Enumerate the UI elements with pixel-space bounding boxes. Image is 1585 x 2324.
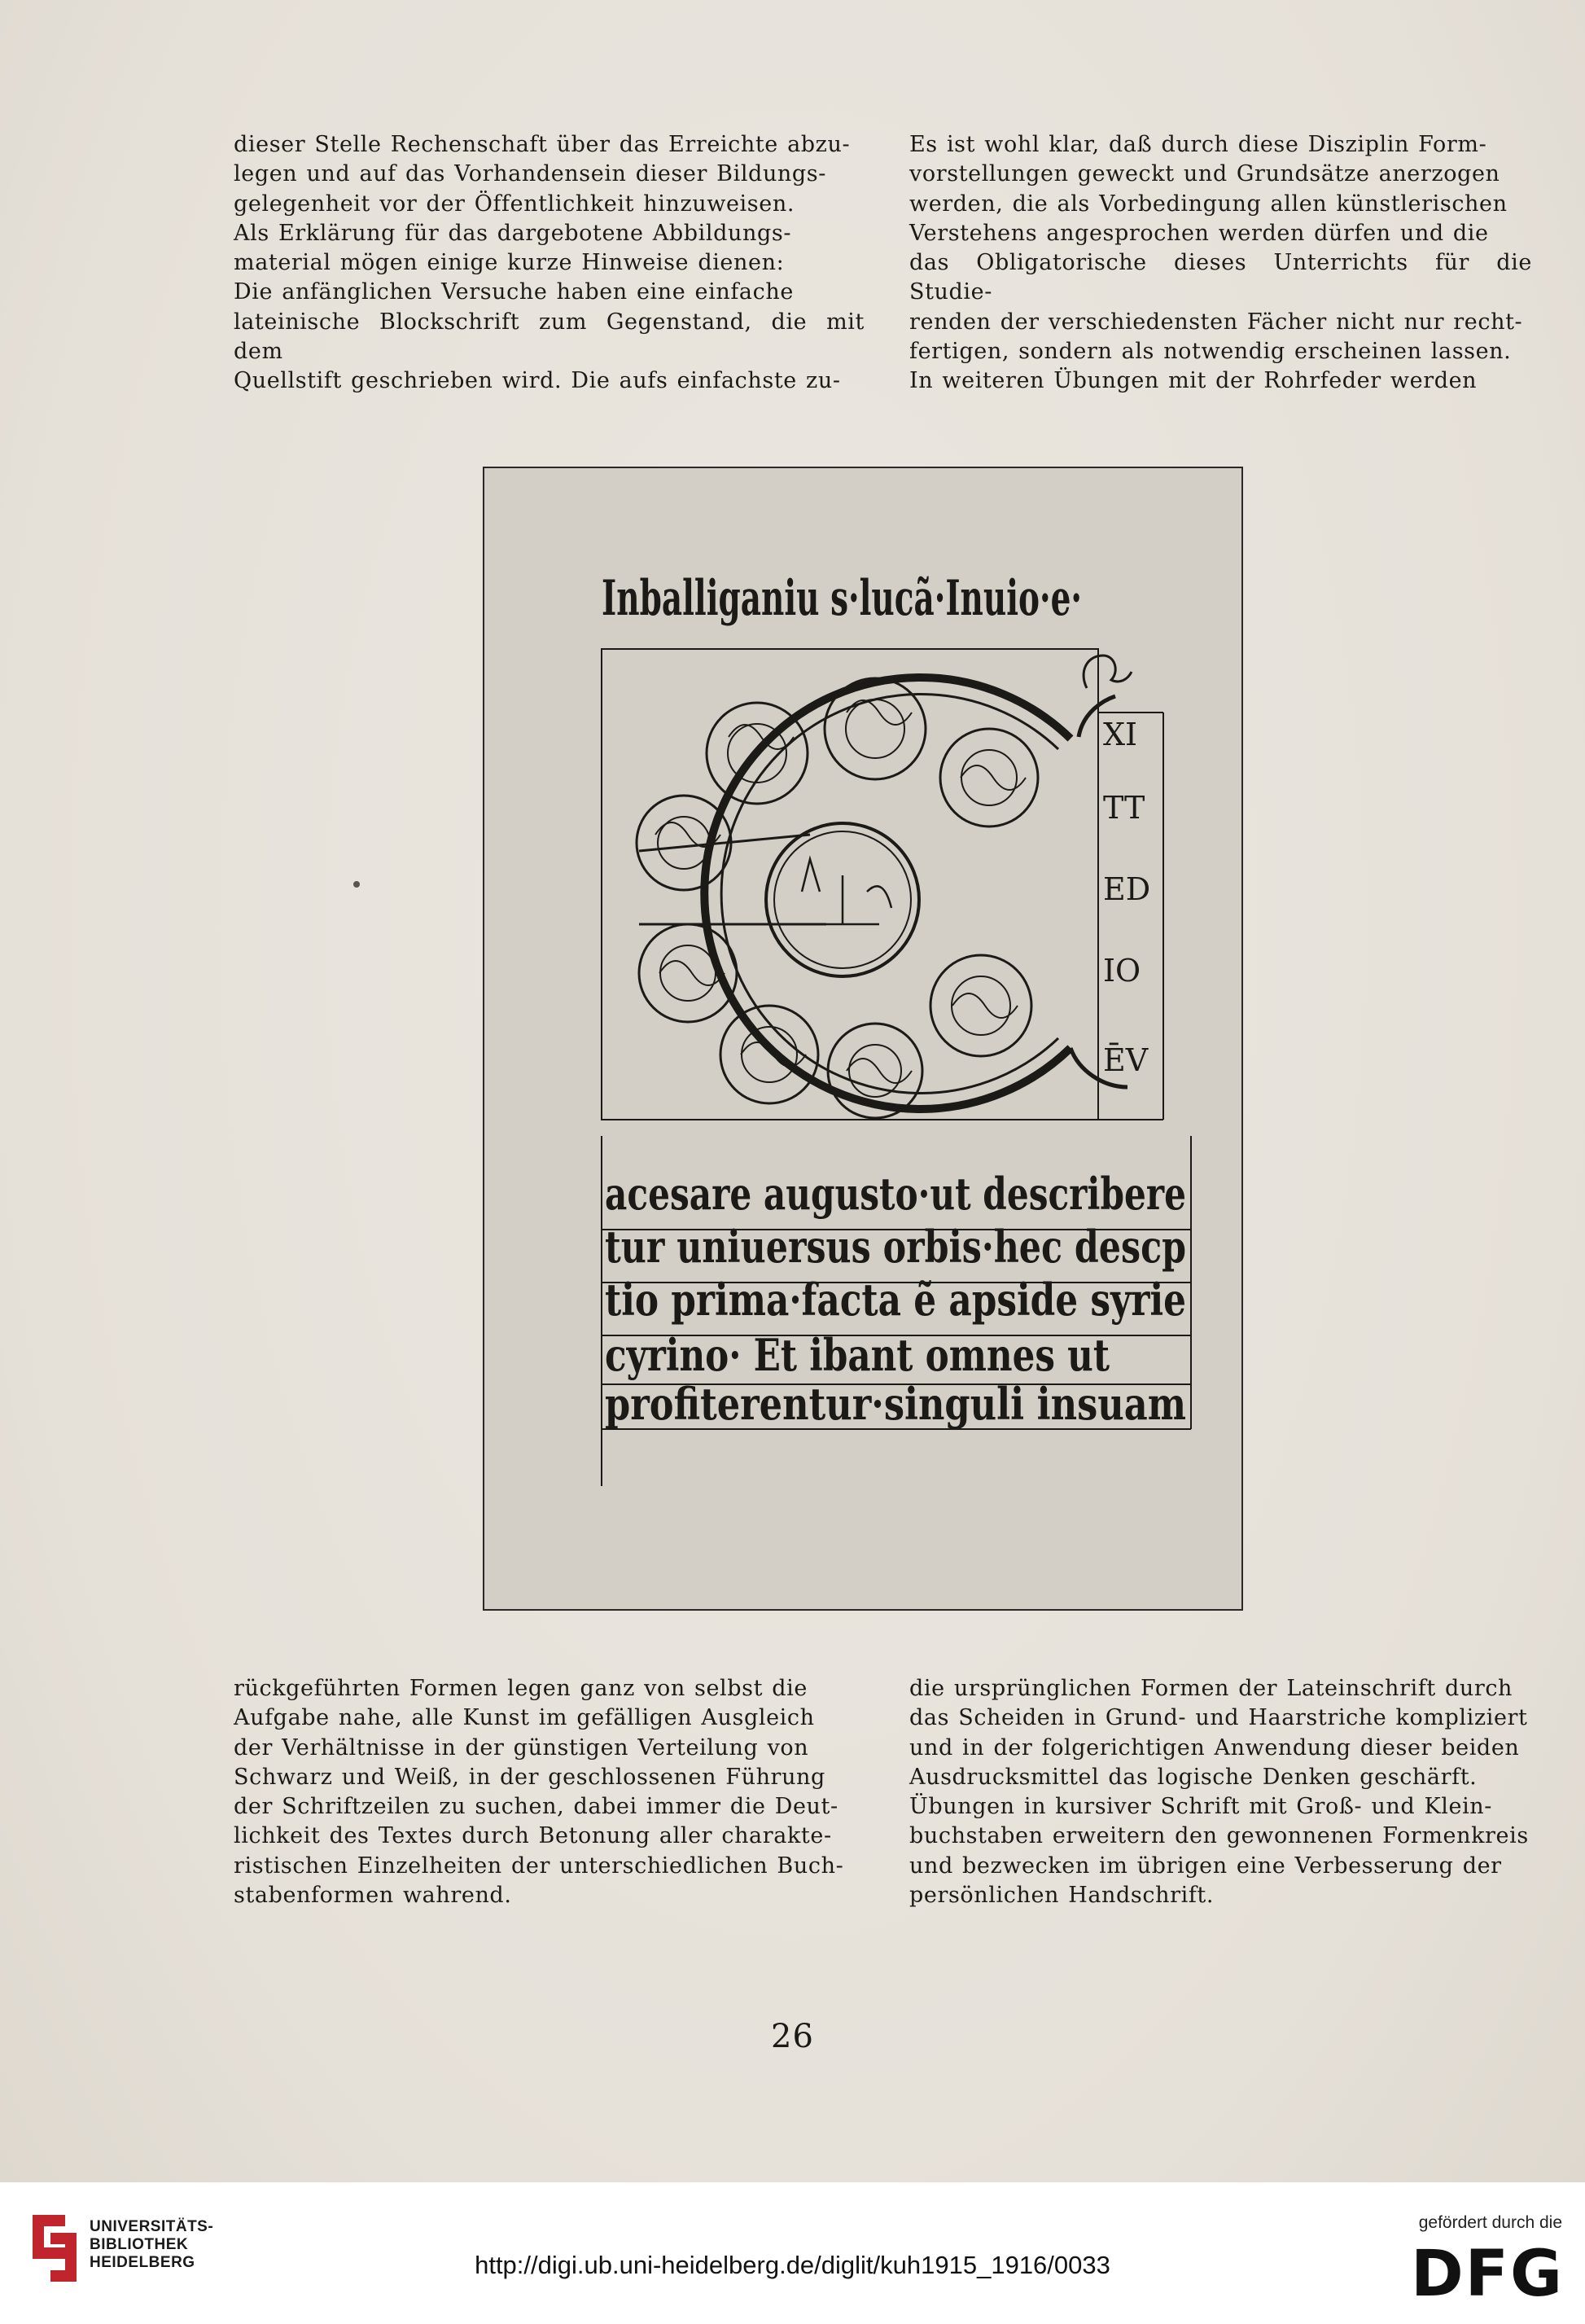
text-line: buchstaben erweitern den gewonnenen Formenkreis (909, 1823, 1529, 1849)
text-line: Schwarz und Weiß, in der geschlossenen Führung (234, 1764, 825, 1790)
manuscript-plate (483, 467, 1243, 1611)
text-line: Aufgabe nahe, alle Kunst im gefälligen Ausgleich (234, 1705, 815, 1731)
text-line: renden der verschiedensten Fächer nicht nur recht- (909, 309, 1523, 335)
text-line: lichkeit des Textes durch Betonung aller charakte- (234, 1823, 832, 1849)
digitization-footer (0, 2182, 1585, 2324)
text-line: stabenformen wahrend. (234, 1883, 512, 1909)
text-line: material mögen einige kurze Hinweise dienen: (234, 250, 785, 276)
text-line: und in der folgerichtigen Anwendung dieser beiden (909, 1734, 1520, 1761)
text-column-top-right (909, 130, 1532, 397)
manuscript-line: acesare augusto·ut describere (605, 1168, 1186, 1220)
side-letter: ĒV (1103, 1042, 1149, 1078)
text-line: vorstellungen geweckt und Grundsätze anerzogen (909, 161, 1500, 187)
page-number: 26 (771, 2018, 814, 2055)
initial-frame (602, 649, 1098, 1120)
text-line: die ursprünglichen Formen der Lateinschrift durch (909, 1676, 1513, 1701)
manuscript-line: profiterentur·singuli insuam (605, 1378, 1186, 1430)
text-line: gelegenheit vor der Öffentlichkeit hinzuweisen. (234, 191, 795, 217)
text-line: der Verhältnisse in der günstigen Verteilung von (234, 1734, 809, 1761)
manuscript-text (605, 1168, 1186, 1430)
text-line: Quellstift geschrieben wird. Die aufs einfachste zu- (234, 368, 841, 394)
text-line: dieser Stelle Rechenschaft über das Erreichte abzu- (234, 132, 851, 157)
text-line: legen und auf das Vorhandensein dieser Bildungs- (234, 161, 826, 187)
text-column-bottom-right (909, 1674, 1532, 1910)
funding-text: gefördert durch die (1418, 2213, 1562, 2232)
text-line: das Obligatorische dieses Unterrichts für die Studie- (909, 250, 1532, 305)
text-line: ristischen Einzelheiten der unterschiedlichen Buch- (234, 1853, 844, 1879)
text-line: rückgeführten Formen legen ganz von selbst die (234, 1676, 808, 1701)
text-line: Die anfänglichen Versuche haben eine einfache (234, 279, 794, 305)
text-line: Ausdrucksmittel das logische Denken geschärft. (909, 1764, 1478, 1790)
text-line: das Scheiden in Grund- und Haarstriche kompliziert (909, 1705, 1528, 1731)
text-line: persönlichen Handschrift. (909, 1883, 1215, 1909)
library-name-line: HEIDELBERG (90, 2254, 195, 2271)
text-column-bottom-left (234, 1674, 865, 1910)
side-letter: ED (1103, 871, 1151, 907)
text-line: Es ist wohl klar, daß durch diese Disziplin Form- (909, 132, 1487, 157)
text-line: Übungen in kursiver Schrift mit Groß- und Klein- (909, 1794, 1493, 1820)
manuscript-line: tur uniuersus orbis·hec descp (605, 1221, 1186, 1273)
side-letter: TT (1103, 790, 1145, 826)
text-line: und bezwecken im übrigen eine Verbesserung der (909, 1853, 1502, 1879)
plate-heading: Inballiganiu s·lucã·Inuio·e· (602, 570, 1082, 627)
text-line: der Schriftzeilen zu suchen, dabei immer die Deut- (234, 1794, 838, 1820)
library-name-line: BIBLIOTHEK (90, 2236, 189, 2253)
dfg-logo[interactable]: DFG (1410, 2238, 1564, 2311)
text-line: werden, die als Vorbedingung allen künstlerischen (909, 191, 1508, 217)
text-line: Als Erklärung für das dargebotene Abbildungs- (234, 220, 792, 246)
text-line: Verstehens angesprochen werden dürfen und die (909, 220, 1489, 246)
side-letter: IO (1103, 953, 1141, 989)
side-letter: XI (1103, 717, 1138, 752)
ornamental-initial (637, 656, 1132, 1118)
text-line: fertigen, sondern als notwendig erscheinen lassen. (909, 339, 1512, 365)
manuscript-line: cyrino· Et ibant omnes ut (605, 1329, 1110, 1381)
manuscript-illustration (484, 468, 1245, 1612)
source-url-link[interactable]: http://digi.ub.uni-heidelberg.de/diglit/kuh1915_1916/0033 (475, 2251, 1110, 2279)
text-line: lateinische Blockschrift zum Gegenstand, die mit dem (234, 309, 865, 365)
library-name-line: UNIVERSITÄTS- (90, 2218, 214, 2235)
text-line: In weiteren Übungen mit der Rohrfeder werden (909, 368, 1478, 394)
side-letters (1103, 717, 1150, 1078)
text-column-top-left (234, 130, 865, 397)
paper-speck (353, 881, 360, 888)
manuscript-line: tio prima·facta ẽ apside syrie (605, 1274, 1186, 1326)
